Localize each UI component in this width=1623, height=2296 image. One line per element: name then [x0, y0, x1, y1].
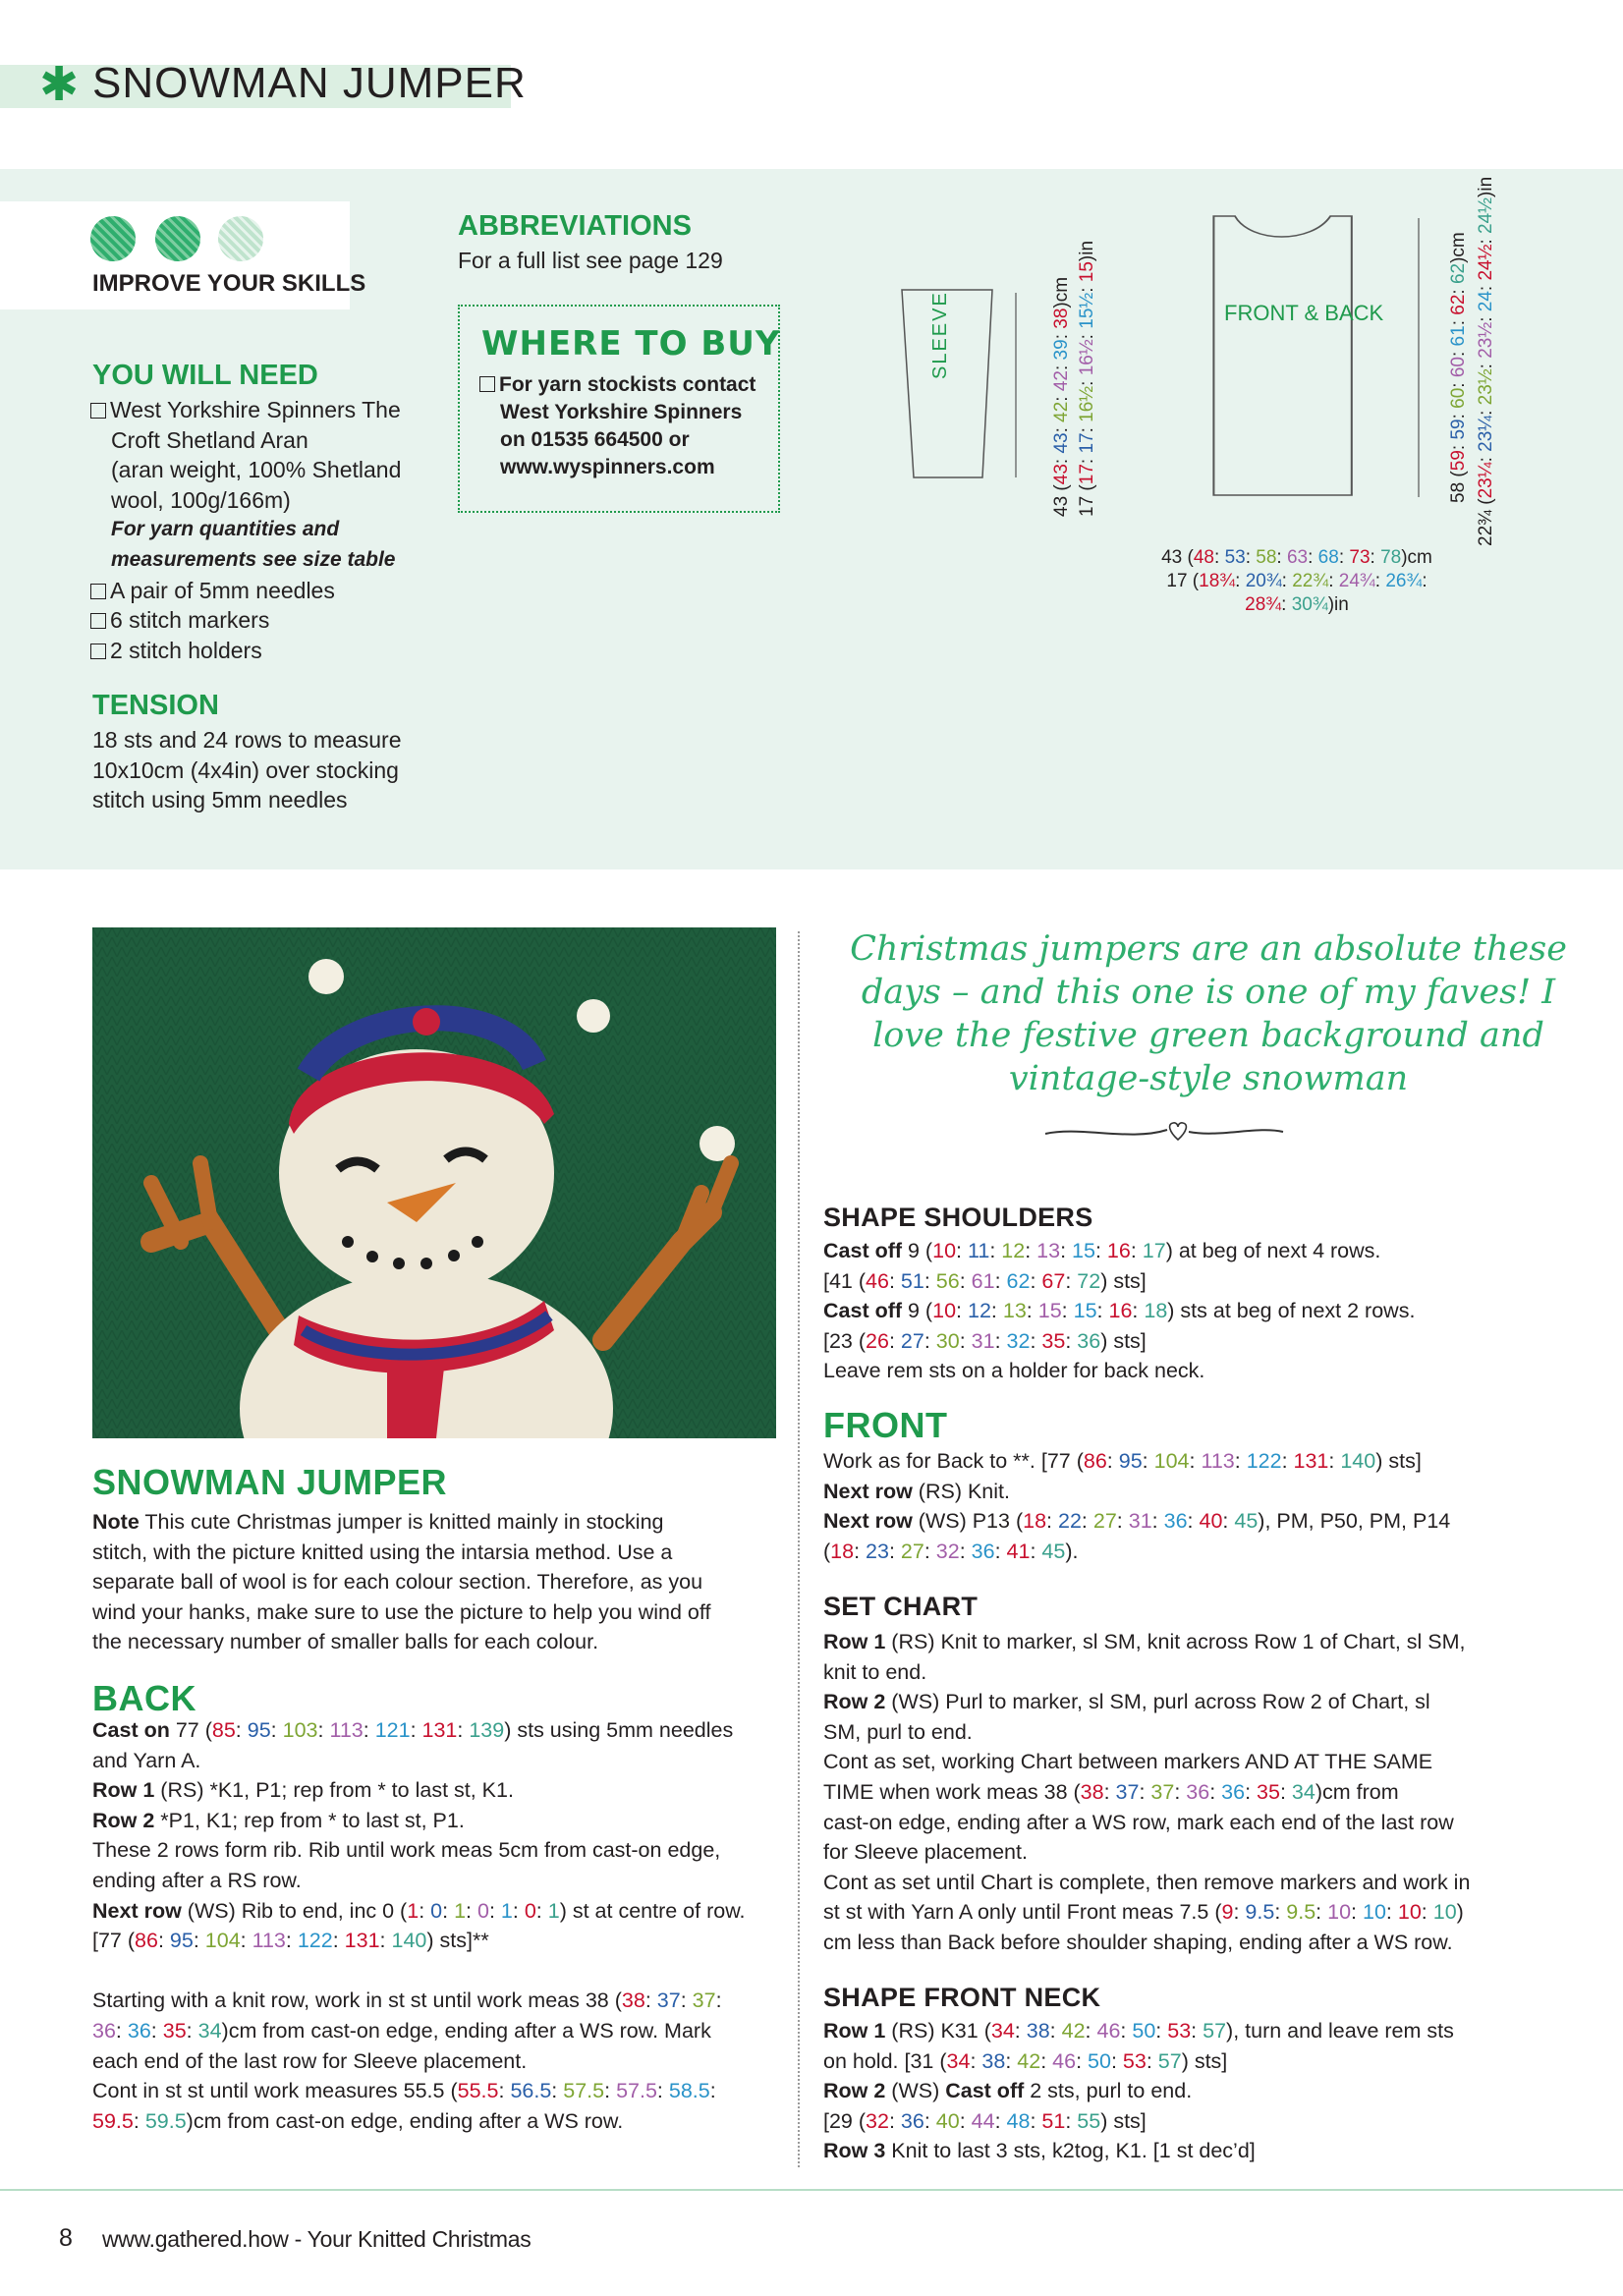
list-item: wool, 100g/166m) — [111, 486, 291, 513]
abbreviations-text: For a full list see page 129 — [458, 248, 723, 273]
set-chart-heading: SET CHART — [823, 1592, 979, 1621]
front-back-shape — [1213, 216, 1351, 495]
sleeve-label: SLEEVE — [929, 291, 951, 379]
list-item: 2 stitch holders — [90, 636, 405, 666]
where-to-buy-heading: WHERE TO BUY — [481, 324, 781, 364]
page-title: SNOWMAN JUMPER — [92, 59, 527, 107]
quote-line: Christmas jumpers are an absolute these — [850, 929, 1567, 969]
tension-line: 18 sts and 24 rows to measure — [92, 727, 402, 753]
garment-diagram — [884, 196, 1434, 511]
front-text: Work as for Back to **. [77 (86: 95: 104: 113: 122: 131: 140) sts] Next row (RS) Knit. Next row (WS) P13 (18: 22: 27: 31: 36: 40: 45), PM, P50, PM, P14 (18: 23: 27: 32: 36: 41: 45). — [823, 1449, 1451, 1563]
checkbox-icon — [90, 613, 106, 629]
tension-text — [92, 725, 402, 815]
length-measure-cm: 58 (59: 59: 60: 60: 61: 62: 62)cm — [1448, 232, 1469, 503]
quote-line: vintage-style snowman — [1008, 1059, 1409, 1098]
shape-shoulders-text: Cast off 9 (10: 11: 12: 13: 15: 16: 17) at beg of next 4 rows. [41 (46: 51: 56: 61: 62: 67: 72) sts] Cast off 9 (10: 12: 13: 15: 15: 16: 18) sts at beg of next 2 rows. [23 (26: 27: 30: 31: 32: 35: 36) sts] Leave rem sts on a holder for back neck. — [823, 1239, 1416, 1383]
link[interactable]: www.wyspinners.com — [500, 456, 715, 478]
list-item: West Yorkshire Spinners The — [90, 395, 405, 425]
you-will-need-heading: YOU WILL NEED — [92, 360, 318, 391]
column-divider — [798, 931, 800, 2167]
back-heading: BACK — [92, 1678, 196, 1718]
width-measure-cm: 43 (48: 53: 58: 63: 68: 73: 78)cm — [1161, 547, 1432, 568]
front-back-label: FRONT & BACK — [1224, 301, 1384, 325]
yarn-ball-icon — [218, 216, 263, 261]
where-to-buy-text — [479, 371, 756, 481]
pattern-heading: SNOWMAN JUMPER — [92, 1462, 448, 1502]
yarn-ball-icon — [155, 216, 200, 261]
snowman-photo — [92, 927, 776, 1438]
footer-text[interactable]: www.gathered.how - Your Knitted Christmas — [102, 2226, 532, 2252]
pull-quote — [825, 927, 1592, 1100]
list-item: (aran weight, 100% Shetland — [111, 457, 402, 483]
you-will-need-list — [90, 395, 405, 665]
sleeve-measure-in: 17 (17: 17: 16½: 16½: 15½: 15)in — [1077, 240, 1097, 517]
where-to-buy-box — [458, 305, 780, 513]
shape-front-neck-text: Row 1 (RS) K31 (34: 38: 42: 46: 50: 53: 57), turn and leave rem sts on hold. [31 (34: 38: 42: 46: 50: 53: 57) sts] Row 2 (WS) Cast off 2 sts, purl to end. [29 (32: 36: 40: 44: 48: 51: 55) sts] Row 3 Knit to last 3 sts, k2tog, K1. [1 st dec’d] — [823, 2019, 1454, 2163]
size-note: For yarn quantities and — [111, 518, 340, 541]
abbreviations-heading: ABBREVIATIONS — [458, 210, 692, 242]
skills-label: IMPROVE YOUR SKILLS — [92, 270, 366, 297]
checkbox-icon — [90, 644, 106, 659]
width-measure-in-cont: 28¾: 30¾)in — [1245, 594, 1349, 615]
list-item: For yarn stockists contact — [479, 371, 756, 399]
shape-shoulders-heading: SHAPE SHOULDERS — [823, 1203, 1093, 1232]
clover-icon: ✱ — [39, 59, 80, 111]
list-item: A pair of 5mm needles — [90, 576, 405, 606]
list-item: West Yorkshire Spinners — [500, 401, 743, 423]
front-heading: FRONT — [823, 1405, 948, 1445]
footer-rule — [0, 2189, 1623, 2191]
quote-line: days – and this one is one of my faves! I — [861, 973, 1556, 1012]
width-measure-in: 17 (18¾: 20¾: 22¾: 24¾: 26¾: — [1166, 571, 1427, 591]
page-number: 8 — [59, 2224, 73, 2252]
checkbox-icon — [90, 584, 106, 599]
length-measure-in: 22¾ (23¼: 23¼: 23½: 23½: 24: 24½: 24½)in — [1476, 176, 1496, 546]
size-note: measurements see size table — [111, 547, 396, 571]
checkbox-icon — [479, 376, 495, 392]
tension-line: stitch using 5mm needles — [92, 787, 348, 813]
yarn-ball-icon — [90, 216, 136, 261]
heart-flourish-icon — [1041, 1116, 1287, 1146]
pattern-note: Note This cute Christmas jumper is knitted mainly in stocking stitch, with the picture knitted using the intarsia method. Use a separate ball of wool is for each colour section. Therefore, as you wind your hanks, make sure to use the picture to help you wind off the necessary number of smaller balls for each colour. — [92, 1510, 711, 1654]
list-item: 6 stitch markers — [90, 605, 405, 636]
tension-line: 10x10cm (4x4in) over stocking — [92, 756, 399, 783]
width-measure — [1130, 546, 1464, 617]
quote-line: love the festive green background and — [872, 1016, 1544, 1055]
back-instructions: Cast on 77 (85: 95: 103: 113: 121: 131: 139) sts using 5mm needles and Yarn A. Row 1 (RS) *K1, P1; rep from * to last st, K1. Row 2 *P1, K1; rep from * to last st, P1. These 2 rows form rib. Rib until work meas 5cm from cast-on edge, ending after a RS row. Next row (WS) Rib to end, inc 0 (1: 0: 1: 0: 1: 0: 1) st at centre of row. [77 (86: 95: 104: 113: 122: 131: 140) sts]** Starting with a knit row, work in st st until work meas 38 (38: 37: 37: 36: 36: 35: 34)cm from cast-on edge, ending after a WS row. Mark each end of the last row for Sleeve placement. Cont in st st until work measures 55.5 (55.5: 56.5: 57.5: 57.5: 58.5: 59.5: 59.5)cm from cast-on edge, ending after a WS row. — [92, 1718, 746, 2133]
tension-heading: TENSION — [92, 690, 219, 721]
checkbox-icon — [90, 403, 106, 419]
sleeve-measure-cm: 43 (43: 43: 42: 42: 39: 38)cm — [1051, 276, 1072, 517]
shape-front-neck-heading: SHAPE FRONT NECK — [823, 1983, 1101, 2012]
list-item: Croft Shetland Aran — [111, 426, 308, 453]
skills-box — [0, 201, 366, 309]
list-item: on 01535 664500 or — [500, 428, 690, 451]
set-chart-text: Row 1 (RS) Knit to marker, sl SM, knit across Row 1 of Chart, sl SM, knit to end. Row 2 (WS) Purl to marker, sl SM, purl across Row 2 of Chart, sl SM, purl to end. Cont as set, working Chart between markers AND AT THE SAME TIME when work meas 38 (38: 37: 37: 36: 36: 35: 34)cm from cast-on edge, ending after a WS row, mark each end of the last row for Sleeve placement. Cont as set until Chart is complete, then remove markers and work in st st with Yarn A only until Front meas 7.5 (9: 9.5: 9.5: 10: 10: 10: 10) cm less than Back before shoulder shaping, ending after a WS row. — [823, 1630, 1471, 1954]
